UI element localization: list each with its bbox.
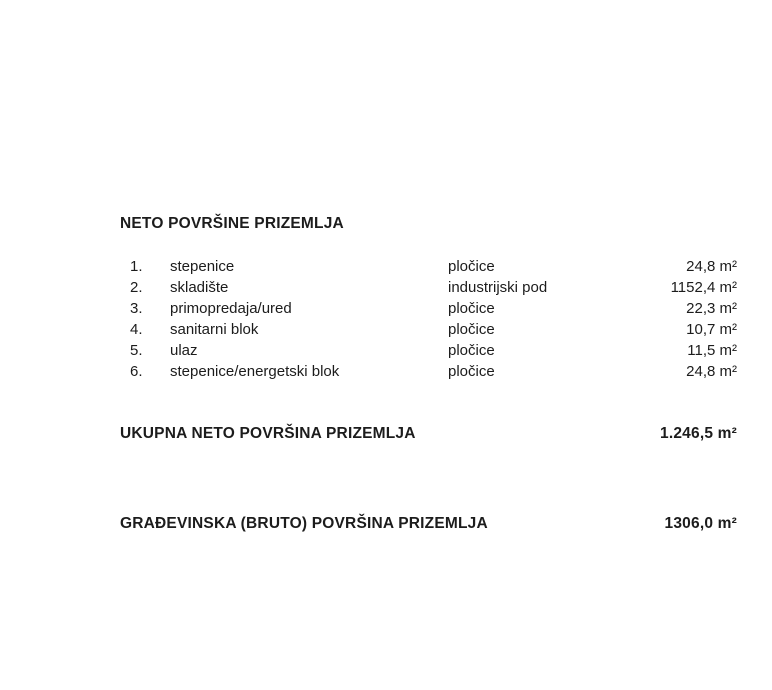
room-name: stepenice bbox=[170, 258, 235, 275]
area-value: 11,5 m² bbox=[687, 342, 737, 359]
area-row bbox=[120, 361, 737, 382]
floor-finish: pločice bbox=[448, 342, 495, 359]
gross-total-value: 1306,0 m² bbox=[664, 515, 737, 532]
area-row bbox=[120, 256, 737, 277]
row-number: 5. bbox=[130, 342, 143, 359]
gross-total-row bbox=[120, 513, 737, 534]
area-value: 24,8 m² bbox=[686, 258, 737, 275]
floor-finish: industrijski pod bbox=[448, 279, 548, 296]
area-row bbox=[120, 298, 737, 319]
row-number: 6. bbox=[130, 363, 143, 380]
row-number: 4. bbox=[130, 321, 143, 338]
area-value: 1152,4 m² bbox=[670, 279, 737, 296]
area-row bbox=[120, 319, 737, 340]
floor-finish: pločice bbox=[448, 258, 495, 275]
room-name: sanitarni blok bbox=[170, 321, 259, 338]
row-number: 2. bbox=[130, 279, 143, 296]
area-value: 22,3 m² bbox=[686, 300, 737, 317]
net-total-value: 1.246,5 m² bbox=[660, 425, 737, 442]
floor-finish: pločice bbox=[448, 300, 495, 317]
room-name: primopredaja/ured bbox=[170, 300, 292, 317]
floor-finish: pločice bbox=[448, 321, 495, 338]
floor-finish: pločice bbox=[448, 363, 495, 380]
row-number: 1. bbox=[130, 258, 143, 275]
net-total-row bbox=[120, 423, 737, 444]
area-row bbox=[120, 277, 737, 298]
section-title: NETO POVRŠINE PRIZEMLJA bbox=[120, 215, 344, 232]
room-name: skladište bbox=[170, 279, 229, 296]
area-value: 10,7 m² bbox=[686, 321, 737, 338]
net-areas-list bbox=[120, 256, 737, 382]
net-total-label: UKUPNA NETO POVRŠINA PRIZEMLJA bbox=[120, 425, 416, 442]
room-name: ulaz bbox=[170, 342, 198, 359]
area-value: 24,8 m² bbox=[686, 363, 737, 380]
area-row bbox=[120, 340, 737, 361]
room-name: stepenice/energetski blok bbox=[170, 363, 340, 380]
row-number: 3. bbox=[130, 300, 143, 317]
gross-total-label: GRAĐEVINSKA (BRUTO) POVRŠINA PRIZEMLJA bbox=[120, 515, 488, 532]
